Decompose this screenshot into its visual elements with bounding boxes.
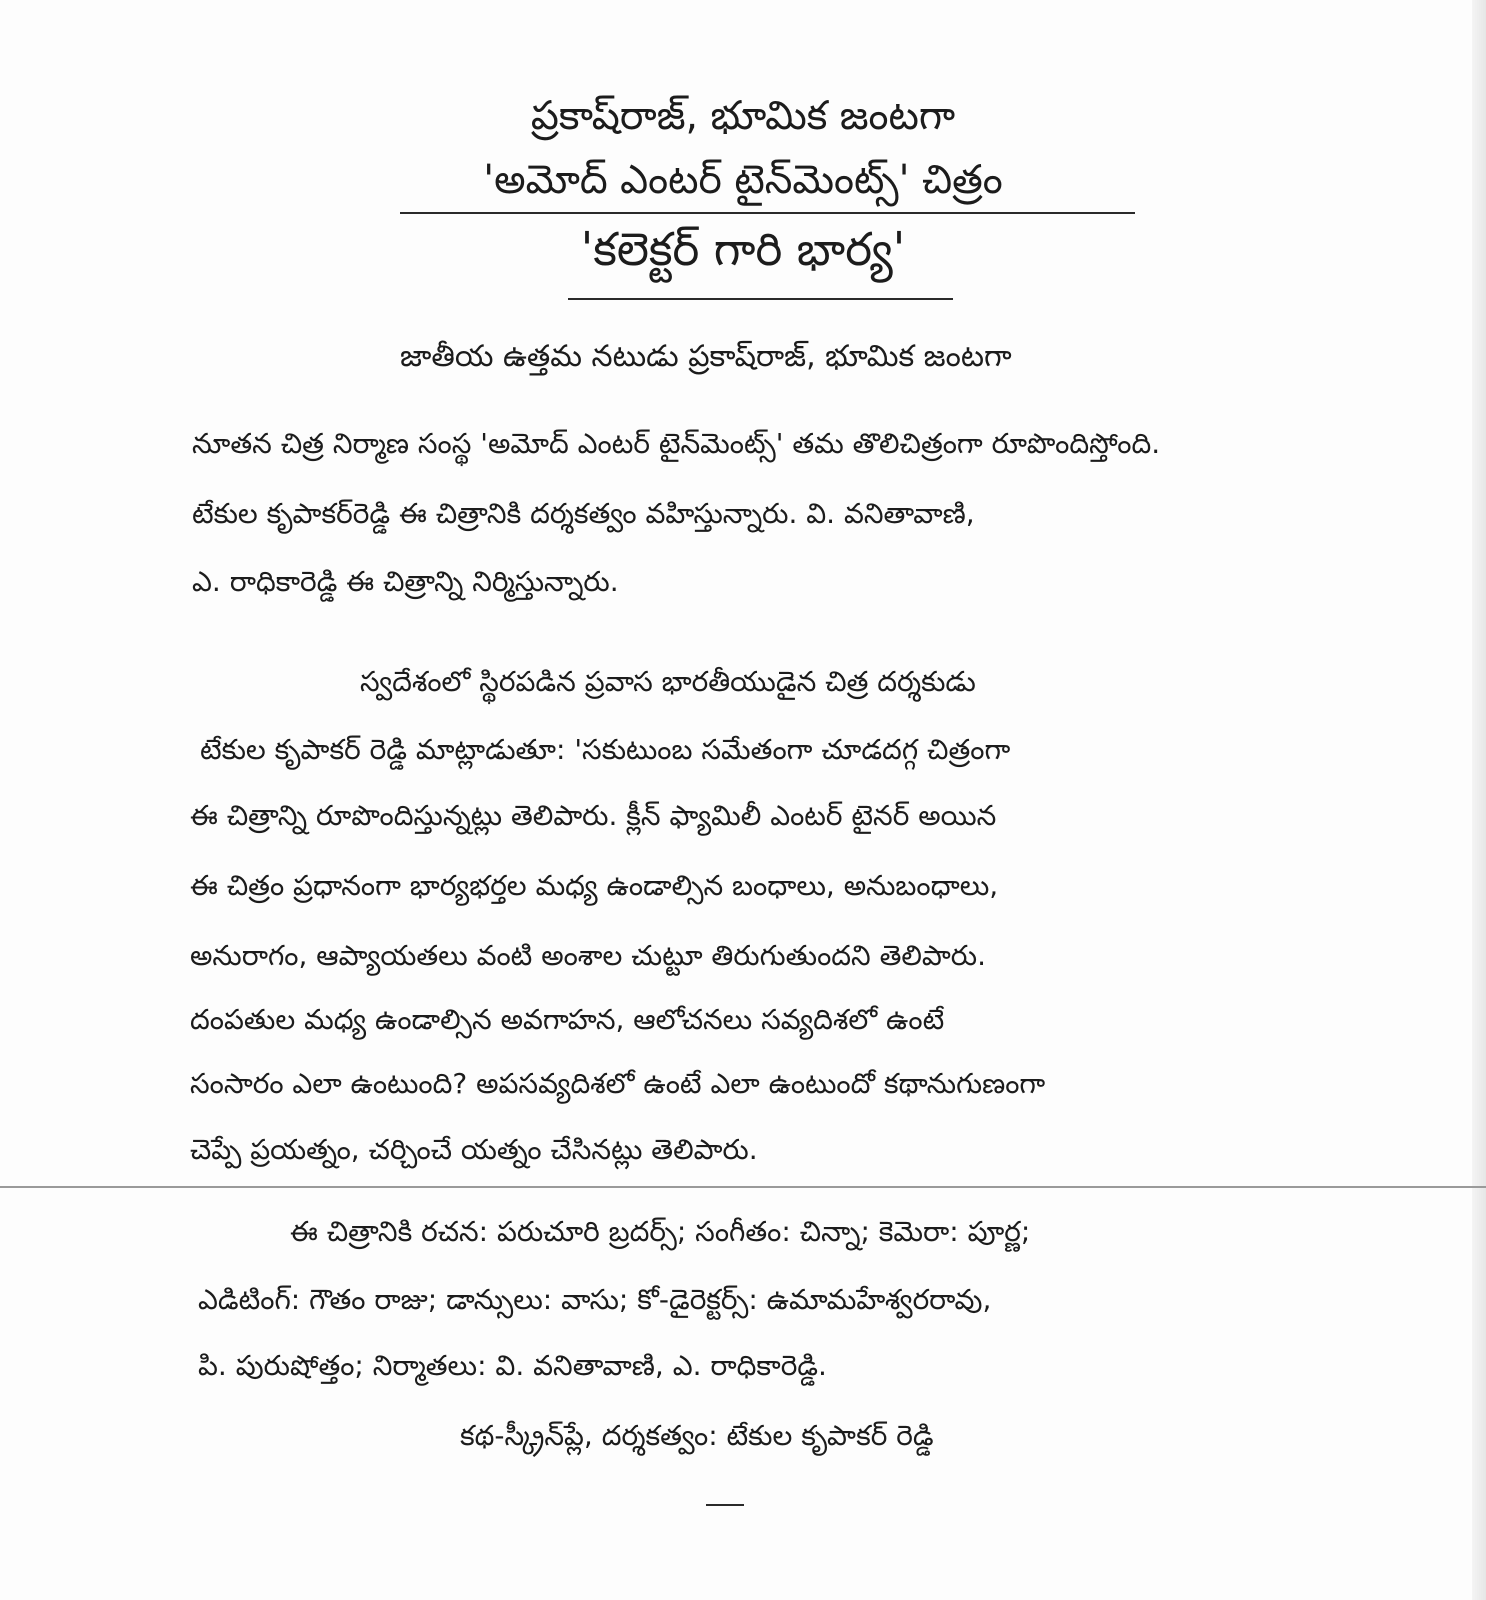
credits-line-2: ఎడిటింగ్: గౌతం రాజు; డాన్సులు: వాసు; కో-డైరెక్టర్స్: ఉమామహేశ్వరరావు,: [198, 1283, 992, 1316]
paragraph2-line-5: అనురాగం, ఆప్యాయతలు వంటి అంశాల చుట్టూ తిరుగుతుందని తెలిపారు.: [190, 939, 986, 972]
paragraph1-line-1: నూతన చిత్ర నిర్మాణ సంస్థ 'అమోద్ ఎంటర్ టైన్‌మెంట్స్' తమ తొలిచిత్రంగా రూపొందిస్తోంది.: [192, 427, 1161, 460]
heading-line-2-underline: [400, 212, 1135, 214]
paragraph2-line-3: ఈ చిత్రాన్ని రూపొందిస్తున్నట్లు తెలిపారు. క్లీన్ ఫ్యామిలీ ఎంటర్ టైనర్ అయిన: [190, 799, 997, 832]
movie-title: 'కలెక్టర్ గారి భార్య': [580, 222, 906, 276]
credits-line-1: ఈ చిత్రానికి రచన: పరుచూరి బ్రదర్స్; సంగీతం: చిన్నా; కెమెరా: పూర్ణ;: [290, 1215, 1031, 1248]
heading-line-2: 'అమోద్ ఎంటర్ టైన్‌మెంట్స్' చిత్రం: [483, 157, 1003, 203]
paragraph2-line-8: చెప్పే ప్రయత్నం, చర్చించే యత్నం చేసినట్లు తెలిపారు.: [190, 1133, 758, 1166]
paragraph2-line-6: దంపతుల మధ్య ఉండాల్సిన అవగాహన, ఆలోచనలు సవ్యదిశలో ఉంటే: [190, 1003, 945, 1036]
end-dash: [706, 1504, 744, 1506]
subtitle: జాతీయ ఉత్తమ నటుడు ప్రకాష్‌రాజ్‌, భూమిక జంటగా: [400, 339, 1012, 374]
credits-line-4: కథ-స్క్రీన్‌ప్లే, దర్శకత్వం: టేకుల కృపాకర్ రెడ్డి: [460, 1419, 934, 1452]
paragraph1-line-2: టేకుల కృపాకర్‌రెడ్డి ఈ చిత్రానికి దర్శకత్వం వహిస్తున్నారు. వి. వనితావాణి,: [192, 497, 975, 530]
credits-line-3: పి. పురుషోత్తం; నిర్మాతలు: వి. వనితావాణి, ఎ. రాధికారెడ్డి.: [198, 1349, 827, 1382]
heading-line-1: ప్రకాష్‌రాజ్‌, భూమిక జంటగా: [530, 93, 956, 139]
paragraph2-line-2: టేకుల కృపాకర్ రెడ్డి మాట్లాడుతూ: 'సకుటుంబ సమేతంగా చూడదగ్గ చిత్రంగా: [200, 733, 1011, 766]
scan-fold-line: [0, 1186, 1486, 1188]
movie-title-underline: [568, 298, 953, 300]
paragraph2-line-1: స్వదేశంలో స్థిరపడిన ప్రవాస భారతీయుడైన చిత్ర దర్శకుడు: [360, 665, 976, 698]
paragraph1-line-3: ఎ. రాధికారెడ్డి ఈ చిత్రాన్ని నిర్మిస్తున్నారు.: [192, 565, 619, 598]
paragraph2-line-4: ఈ చిత్రం ప్రధానంగా భార్యభర్తల మధ్య ఉండాల్సిన బంధాలు, అనుబంధాలు,: [190, 869, 999, 902]
paragraph2-line-7: సంసారం ఎలా ఉంటుంది? అపసవ్యదిశలో ఉంటే ఎలా ఉంటుందో కథానుగుణంగా: [190, 1067, 1046, 1100]
